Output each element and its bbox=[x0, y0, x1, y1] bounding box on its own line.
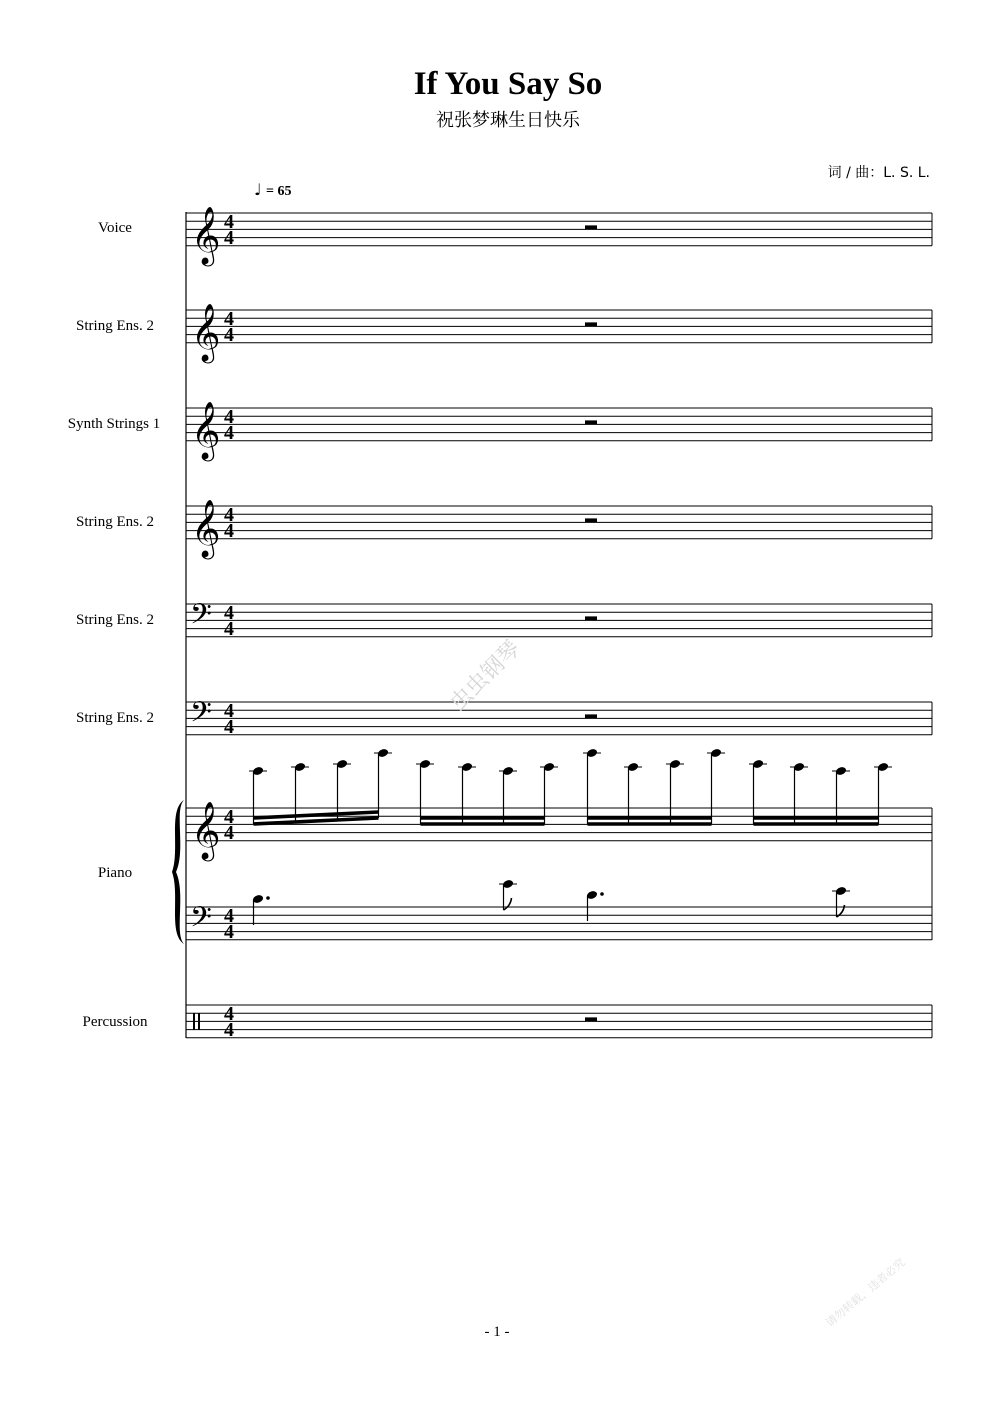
score-title: If You Say So bbox=[413, 66, 603, 102]
percussion-clef-icon bbox=[198, 1013, 200, 1030]
sixteenth-note-group bbox=[583, 748, 725, 824]
staff-label-synth-strings: Synth Strings 1 bbox=[67, 416, 161, 432]
staff bbox=[186, 499, 932, 560]
staff bbox=[186, 901, 932, 943]
staff bbox=[186, 1003, 932, 1041]
whole-rest-icon bbox=[585, 1017, 597, 1021]
augmentation-dot bbox=[600, 892, 604, 896]
time-signature-numerator: 4 bbox=[224, 602, 234, 624]
time-signature-numerator: 4 bbox=[224, 308, 234, 330]
composer-credit: 词 / 曲：L. S. L. bbox=[827, 165, 930, 181]
staves-layer bbox=[186, 206, 932, 1041]
page-number: - 1 - bbox=[484, 1324, 510, 1340]
whole-rest-icon bbox=[585, 420, 597, 424]
notes-layer bbox=[249, 748, 892, 925]
augmentation-dot bbox=[266, 896, 270, 900]
time-signature-denominator: 4 bbox=[224, 716, 234, 738]
time-signature-numerator: 4 bbox=[224, 905, 234, 927]
treble-clef-icon: 𝄞 bbox=[191, 303, 221, 361]
time-signature-denominator: 4 bbox=[224, 921, 234, 943]
time-signature-numerator: 4 bbox=[224, 806, 234, 828]
time-signature-denominator: 4 bbox=[224, 227, 234, 249]
time-signature-numerator: 4 bbox=[224, 1003, 234, 1025]
bass-clef-icon: 𝄢 bbox=[190, 598, 212, 638]
time-signature-denominator: 4 bbox=[224, 1019, 234, 1041]
bass-clef-icon: 𝄢 bbox=[190, 901, 212, 941]
bass-clef-icon: 𝄢 bbox=[190, 696, 212, 736]
staff bbox=[186, 303, 932, 364]
dotted-quarter-note bbox=[586, 890, 604, 921]
staff bbox=[186, 206, 932, 267]
dotted-quarter-note bbox=[252, 894, 270, 925]
score-subtitle: 祝张梦琳生日快乐 bbox=[436, 110, 580, 131]
staff-label-string-ens-2: String Ens. 2 bbox=[76, 514, 154, 530]
watermark: 虫虫钢琴 bbox=[445, 636, 526, 717]
time-signature-denominator: 4 bbox=[224, 324, 234, 346]
whole-rest-icon bbox=[585, 518, 597, 522]
staff bbox=[186, 801, 932, 862]
staff-label-piano: Piano bbox=[97, 865, 133, 881]
sixteenth-note-group bbox=[749, 759, 892, 824]
tempo-text: = 65 bbox=[266, 184, 292, 199]
watermark-small: 请勿转载，违者必究 bbox=[823, 1255, 908, 1330]
flag bbox=[504, 898, 512, 910]
whole-rest-icon bbox=[585, 322, 597, 326]
time-signature-numerator: 4 bbox=[224, 700, 234, 722]
staff-label-string-ens-3: String Ens. 2 bbox=[76, 612, 154, 628]
sixteenth-note-group bbox=[249, 748, 392, 824]
treble-clef-icon: 𝄞 bbox=[191, 206, 221, 264]
staff-label-string-ens-4: String Ens. 2 bbox=[76, 710, 154, 726]
piano-brace bbox=[172, 800, 184, 944]
staff bbox=[186, 598, 932, 640]
time-signature-denominator: 4 bbox=[224, 422, 234, 444]
time-signature-numerator: 4 bbox=[224, 211, 234, 233]
whole-rest-icon bbox=[585, 225, 597, 229]
sixteenth-note-group bbox=[416, 759, 558, 824]
time-signature-denominator: 4 bbox=[224, 822, 234, 844]
eighth-note bbox=[499, 879, 517, 910]
staff-label-percussion: Percussion bbox=[82, 1014, 148, 1030]
time-signature-denominator: 4 bbox=[224, 520, 234, 542]
time-signature-numerator: 4 bbox=[224, 504, 234, 526]
time-signature-numerator: 4 bbox=[224, 406, 234, 428]
whole-rest-icon bbox=[585, 616, 597, 620]
eighth-note bbox=[832, 886, 850, 917]
tempo-note-icon: ♩ bbox=[254, 180, 262, 199]
treble-clef-icon: 𝄞 bbox=[191, 401, 221, 459]
treble-clef-icon: 𝄞 bbox=[191, 499, 221, 557]
treble-clef-icon: 𝄞 bbox=[191, 801, 221, 859]
staff bbox=[186, 696, 932, 738]
whole-rest-icon bbox=[585, 714, 597, 718]
time-signature-denominator: 4 bbox=[224, 618, 234, 640]
percussion-clef-icon bbox=[193, 1013, 195, 1030]
staff-label-voice: Voice bbox=[98, 220, 132, 236]
staff-label-string-ens-1: String Ens. 2 bbox=[76, 318, 154, 334]
staff bbox=[186, 401, 932, 462]
